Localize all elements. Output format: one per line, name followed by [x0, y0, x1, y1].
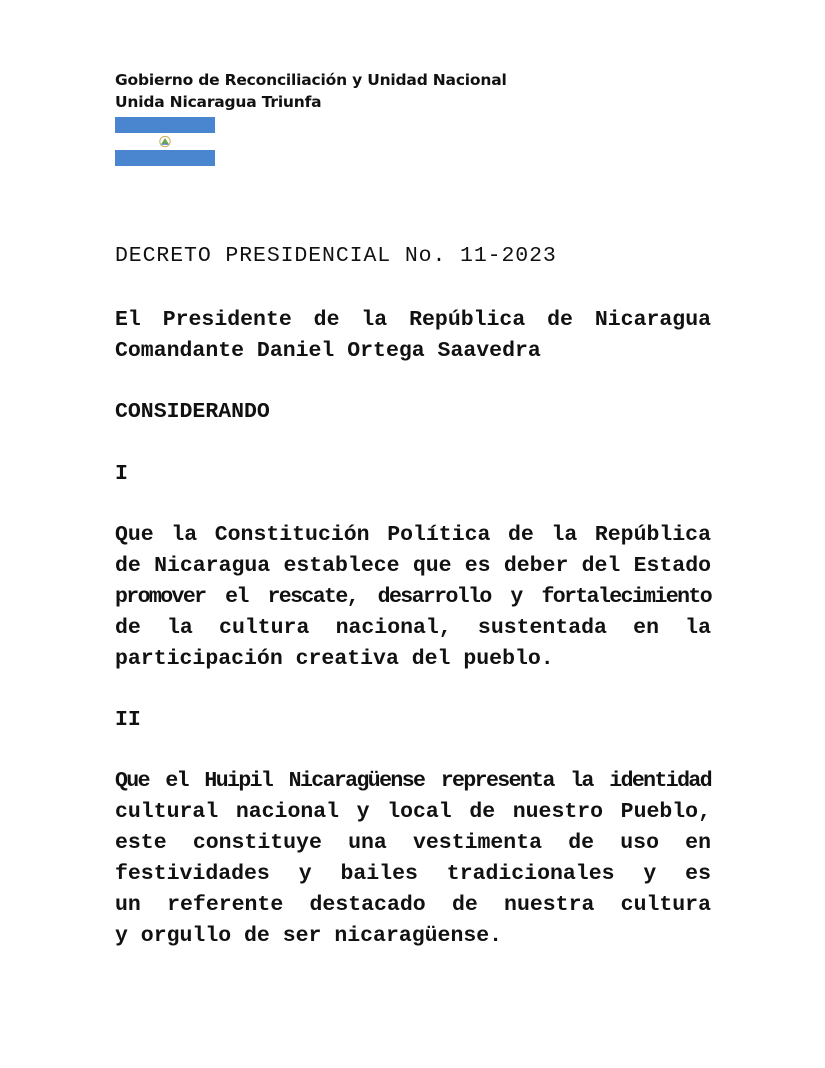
- president-line-title: El Presidente de la República de Nicaragua: [115, 308, 711, 332]
- section-numeral-1: I: [115, 462, 128, 486]
- paragraph-line: cultural nacional y local de nuestro Pueblo,: [115, 800, 711, 824]
- section-paragraph-2: [115, 766, 711, 952]
- paragraph-line: de Nicaragua establece que es deber del Estado: [115, 554, 711, 578]
- header-line-slogan: Unida Nicaragua Triunfa: [115, 93, 322, 111]
- paragraph-line: de la cultura nacional, sustentada en la: [115, 616, 711, 640]
- paragraph-line: Que el Huipil Nicaragüense representa la identidad: [115, 769, 711, 793]
- government-header: [115, 69, 507, 113]
- paragraph-line: y orgullo de ser nicaragüense.: [115, 924, 503, 948]
- paragraph-line: Que la Constitución Política de la República: [115, 523, 711, 547]
- paragraph-line: festividades y bailes tradicionales y es: [115, 862, 711, 886]
- paragraph-line: participación creativa del pueblo.: [115, 647, 554, 671]
- president-line-name: Comandante Daniel Ortega Saavedra: [115, 339, 541, 363]
- section-paragraph-1: [115, 520, 711, 675]
- section-numeral-2: II: [115, 708, 141, 732]
- decree-title: DECRETO PRESIDENCIAL No. 11-2023: [115, 244, 557, 268]
- paragraph-line: este constituye una vestimenta de uso en: [115, 831, 711, 855]
- president-block: [115, 305, 711, 367]
- header-line-government: Gobierno de Reconciliación y Unidad Nacional: [115, 71, 507, 89]
- considerando-heading: CONSIDERANDO: [115, 400, 270, 424]
- paragraph-line: promover el rescate, desarrollo y fortalecimiento: [115, 585, 711, 609]
- paragraph-line: un referente destacado de nuestra cultura: [115, 893, 711, 917]
- nicaragua-flag-icon: [115, 117, 215, 166]
